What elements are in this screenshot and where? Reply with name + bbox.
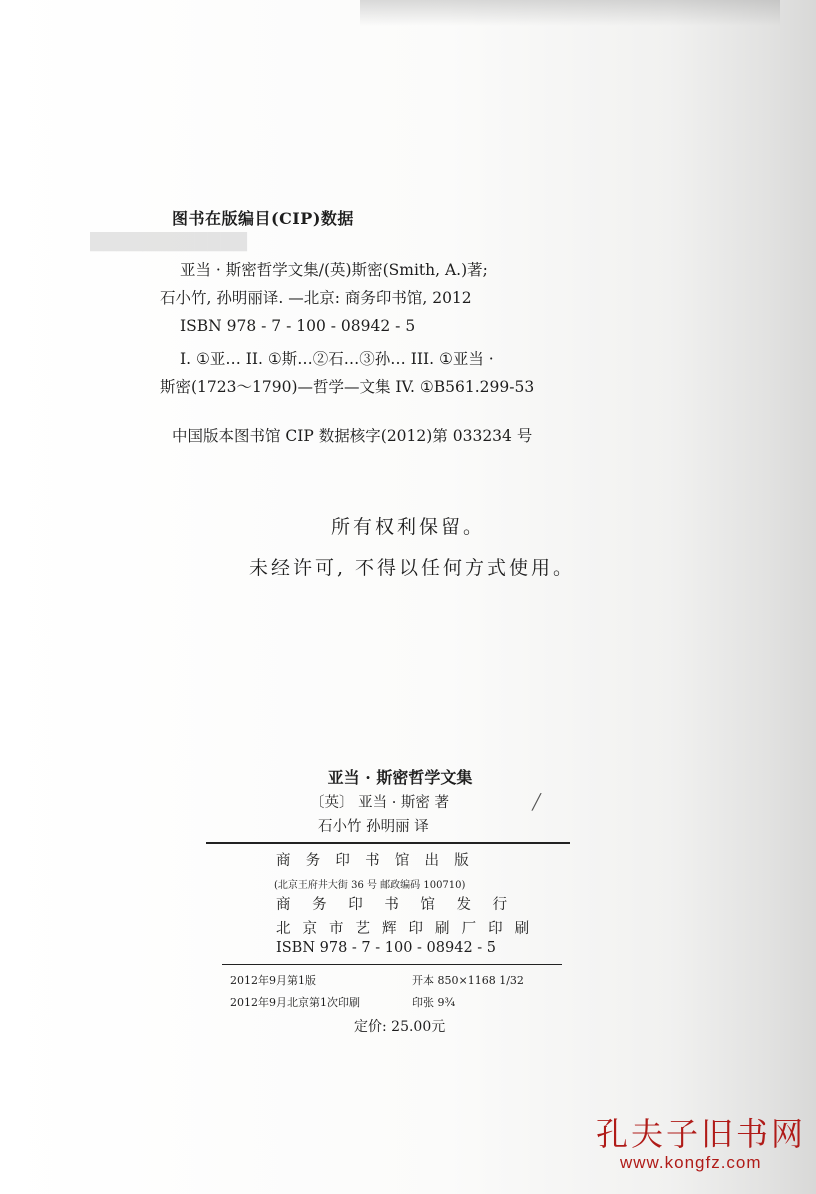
usage-restriction: 未经许可, 不得以任何方式使用。	[248, 557, 576, 579]
cip-title-line: 亚当 · 斯密哲学文集/(英)斯密(Smith, A.)著;	[180, 261, 488, 279]
sheets: 印张 9¾	[412, 996, 456, 1009]
watermark-url: www.kongfz.com	[620, 1153, 762, 1172]
cip-record	[160, 256, 488, 340]
printing: 2012年9月北京第1次印刷	[230, 996, 360, 1009]
publisher: 商 务 印 书 馆 出 版	[276, 853, 475, 869]
book-translators: 石小竹 孙明丽 译	[318, 819, 429, 835]
cip-classification	[160, 345, 535, 401]
cip-class-line-1: I. ①亚… II. ①斯…②石…③孙… III. ①亚当 ·	[180, 350, 494, 368]
book-title: 亚当 · 斯密哲学文集	[327, 768, 473, 787]
edition: 2012年9月第1版	[230, 974, 316, 987]
isbn: ISBN 978 - 7 - 100 - 08942 - 5	[276, 940, 497, 956]
cip-publication-line: 石小竹, 孙明丽译. —北京: 商务印书馆, 2012	[160, 289, 472, 307]
book-author: 〔英〕 亚当 · 斯密 著	[310, 795, 450, 811]
pen-mark: ╱	[532, 793, 542, 811]
divider-top	[206, 842, 570, 844]
format: 开本 850×1168 1/32	[412, 974, 524, 987]
cip-verification-number: 中国版本图书馆 CIP 数据核字(2012)第 033234 号	[172, 427, 533, 445]
cip-isbn-line: ISBN 978 - 7 - 100 - 08942 - 5	[180, 317, 416, 335]
distributor: 商 务 印 书 馆 发 行	[276, 897, 516, 913]
show-through-text: ████████████	[90, 232, 247, 252]
printer: 北 京 市 艺 辉 印 刷 厂 印 刷	[276, 921, 533, 937]
divider-bottom	[222, 964, 562, 965]
rights-reserved: 所有权利保留。	[330, 516, 485, 538]
publisher-address: (北京王府井大街 36 号 邮政编码 100710)	[274, 880, 466, 891]
cip-heading: 图书在版编目(CIP)数据	[172, 209, 354, 228]
watermark-site-name: 孔夫子旧书网	[596, 1115, 807, 1153]
scan-shadow	[360, 0, 780, 26]
cip-class-line-2: 斯密(1723～1790)—哲学—文集 IV. ①B561.299-53	[160, 378, 535, 396]
price: 定价: 25.00元	[354, 1019, 446, 1035]
